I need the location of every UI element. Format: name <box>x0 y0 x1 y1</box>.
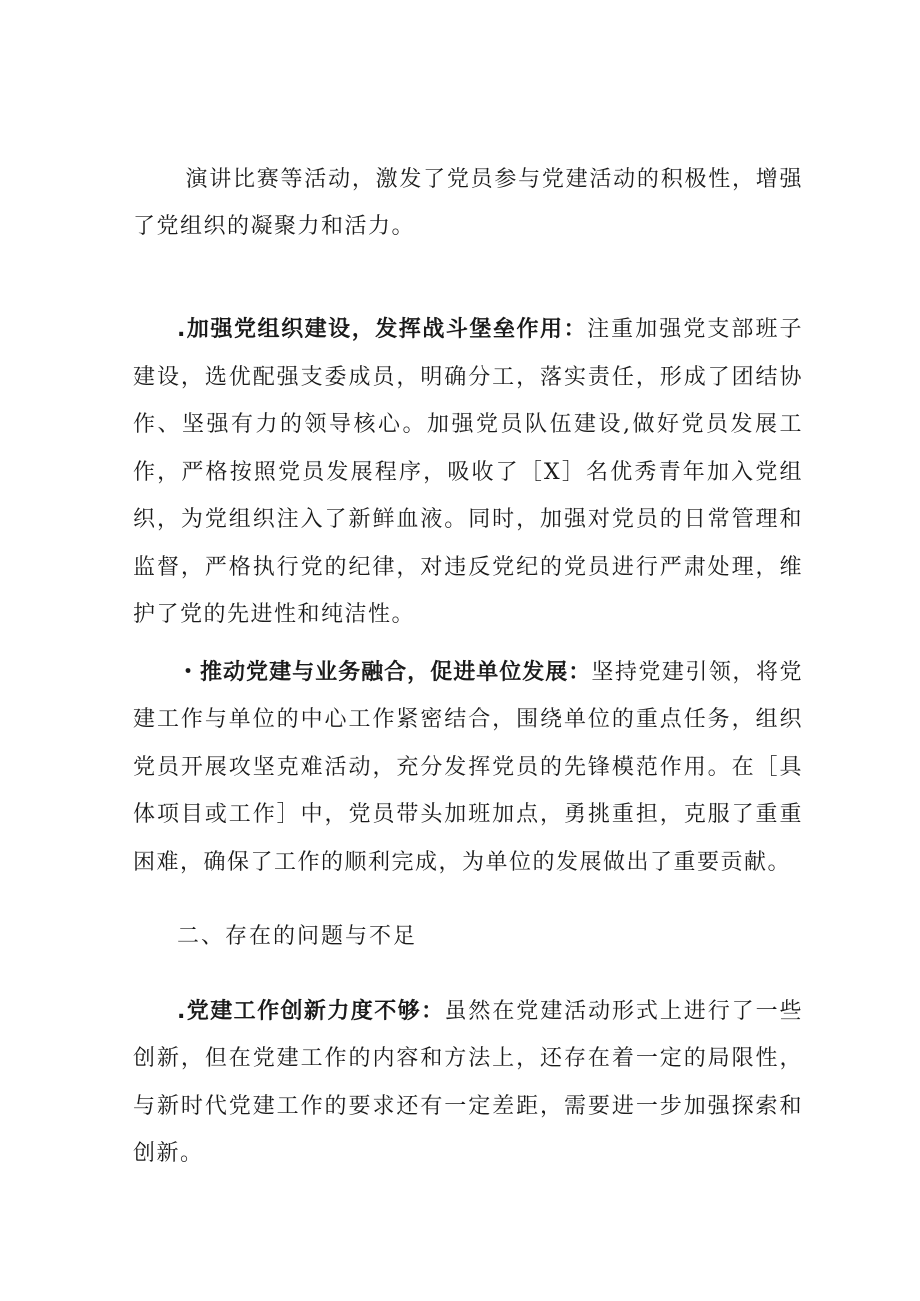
paragraph-text: 虽然在党建活动形式上进行了一些创新，但在党建工作的内容和方法上，还存在着一定的局限性，与新时代党建工作的要求还有一定差距，需要进一步加强探索和创新。 <box>133 998 803 1166</box>
paragraph-lead: .加强党组织建设，发挥战斗堡垒作用： <box>177 317 588 342</box>
paragraph-lead: .党建工作创新力度不够： <box>177 998 445 1024</box>
paragraph-text: 注重加强党支部班子建设，选优配强支委成员，明确分工，落实责任，形成了团结协作、坚强有力的领导核心。加强党员队伍建设,做好党员发展工作，严格按照党员发展程序，吸收了［X］名优秀青年加入党组织，为党组织注入了新鲜血液。同时，加强对党员的日常管理和监督，严格执行党的纪律，对违反党纪的党员进行严肃处理，维护了党的先进性和纯洁性。 <box>133 317 803 627</box>
paragraph-text: 演讲比赛等活动，激发了党员参与党建活动的积极性，增强了党组织的凝聚力和活力。 <box>133 166 803 239</box>
section-heading: 二、存在的问题与不足 <box>177 924 418 949</box>
paragraph-text: 坚持党建引领，将党建工作与单位的中心工作紧密结合，围绕单位的重点任务，组织党员开展攻坚克难活动，充分发挥党员的先锋模范作用。在［具体项目或工作］中，党员带头加班加点，勇挑重担，克服了重重困难，确保了工作的顺利完成，为单位的发展做出了重要贡献。 <box>133 659 803 875</box>
paragraph-integration <box>133 649 803 887</box>
paragraph-continued <box>133 108 803 298</box>
paragraph-party-organization <box>133 306 803 639</box>
document-body <box>133 108 803 1178</box>
paragraph-innovation <box>133 988 803 1178</box>
paragraph-lead: ・推动党建与业务融合，促进单位发展： <box>177 659 592 685</box>
